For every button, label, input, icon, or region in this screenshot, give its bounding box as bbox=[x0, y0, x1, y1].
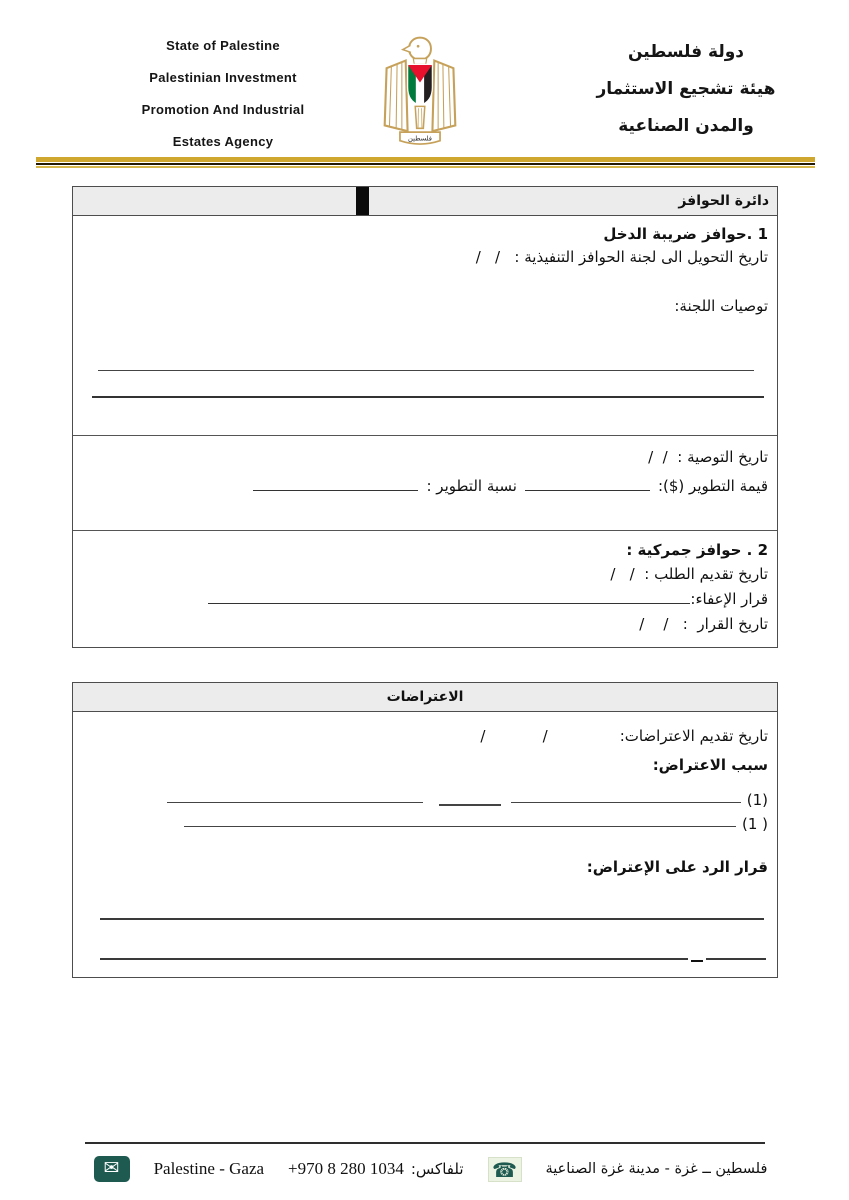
mail-icon: ✉ bbox=[94, 1156, 130, 1182]
objections-date-label: تاريخ تقديم الاعتراضات: bbox=[619, 727, 768, 745]
incentives-section-box bbox=[72, 186, 778, 648]
blank-line[interactable] bbox=[184, 826, 736, 827]
incentives-box-titlebar bbox=[73, 187, 777, 216]
agency-name-arabic bbox=[561, 42, 811, 153]
exemption-decision-field[interactable] bbox=[208, 603, 690, 604]
incentives-box-title: دائرة الحوافز bbox=[678, 193, 769, 209]
objection-response-label: قرار الرد على الإعتراض: bbox=[586, 858, 768, 876]
header-line-en-2: Palestinian Investment bbox=[149, 70, 297, 85]
development-value-label: قيمة التطوير ($): bbox=[657, 477, 768, 495]
header-line-en-1: State of Palestine bbox=[166, 38, 280, 53]
objections-content bbox=[73, 727, 777, 960]
customs-incentives-section bbox=[73, 530, 777, 633]
blank-line[interactable] bbox=[511, 802, 741, 803]
objection-item-1 bbox=[82, 791, 768, 807]
header-line-en-4: Estates Agency bbox=[172, 134, 274, 149]
gold-separator bbox=[36, 157, 815, 168]
blank-line-row bbox=[82, 958, 768, 960]
blank-line[interactable] bbox=[98, 370, 754, 371]
objections-box-title: الاعتراضات bbox=[386, 689, 464, 705]
blank-line[interactable] bbox=[706, 958, 766, 960]
objection-reason-label: سبب الاعتراض: bbox=[652, 756, 768, 774]
header-line-ar-1: دولة فلسطين bbox=[627, 42, 745, 62]
blank-line[interactable] bbox=[100, 958, 688, 960]
objection-item-1-number: (1) bbox=[746, 791, 768, 809]
blank-line[interactable] bbox=[92, 396, 764, 398]
recommendation-date-section bbox=[73, 435, 777, 530]
objections-box-titlebar bbox=[73, 683, 777, 712]
blank-line[interactable] bbox=[167, 802, 423, 803]
recommendation-date-label: تاريخ التوصية : / / bbox=[648, 448, 768, 466]
income-tax-heading: 1 .حوافز ضريبة الدخل bbox=[603, 225, 768, 243]
blank-line[interactable] bbox=[100, 918, 764, 920]
footer-location-english: Palestine - Gaza bbox=[153, 1159, 265, 1178]
customs-heading: 2 . حوافز جمركية : bbox=[626, 541, 768, 559]
header-line-ar-3: والمدن الصناعية bbox=[618, 116, 754, 136]
transfer-date-label: تاريخ التحويل الى لجنة الحوافز التنفيذية : / / bbox=[475, 248, 768, 266]
decision-date-label: تاريخ القرار : / / bbox=[639, 615, 768, 633]
application-date-label: تاريخ تقديم الطلب : / / bbox=[610, 565, 768, 583]
footer bbox=[72, 1152, 789, 1186]
header-line-en-3: Promotion And Industrial bbox=[141, 102, 305, 117]
palestinian-flag-shield bbox=[408, 64, 433, 106]
emblem-caption: فلسطين bbox=[408, 134, 432, 143]
header-line-ar-2: هيئة تشجيع الاستثمار bbox=[596, 79, 776, 99]
footer-rule bbox=[85, 1142, 765, 1144]
footer-location-arabic: فلسطين ــ غزة - مدينة غزة الصناعية bbox=[545, 1161, 768, 1177]
objection-item-2 bbox=[82, 815, 768, 831]
dash-mark bbox=[691, 960, 703, 962]
eagle-of-saladin-icon bbox=[372, 30, 468, 156]
objection-item-2-number: ( 1) bbox=[741, 815, 768, 833]
objections-section-box bbox=[72, 682, 778, 978]
committee-recommendations-label: توصيات اللجنة: bbox=[674, 297, 768, 315]
phone-icon: ☎ bbox=[488, 1157, 522, 1182]
palestine-eagle-emblem bbox=[372, 30, 468, 160]
development-percent-label: نسبة التطوير : bbox=[426, 477, 517, 495]
income-tax-incentives-section bbox=[73, 225, 777, 435]
telefax-number: +970 8 280 1034 bbox=[288, 1159, 404, 1178]
exemption-decision-label: قرار الإعفاء: bbox=[690, 590, 768, 608]
telefax-label: تلفاكس: bbox=[410, 1160, 464, 1178]
objections-date-slashes: / / bbox=[480, 727, 548, 745]
development-value-field[interactable] bbox=[525, 490, 650, 491]
development-percent-field[interactable] bbox=[253, 490, 418, 491]
blank-line[interactable] bbox=[439, 804, 501, 806]
text-cursor-block bbox=[356, 187, 369, 215]
agency-name-english bbox=[88, 38, 358, 166]
telefax-block bbox=[288, 1159, 463, 1179]
